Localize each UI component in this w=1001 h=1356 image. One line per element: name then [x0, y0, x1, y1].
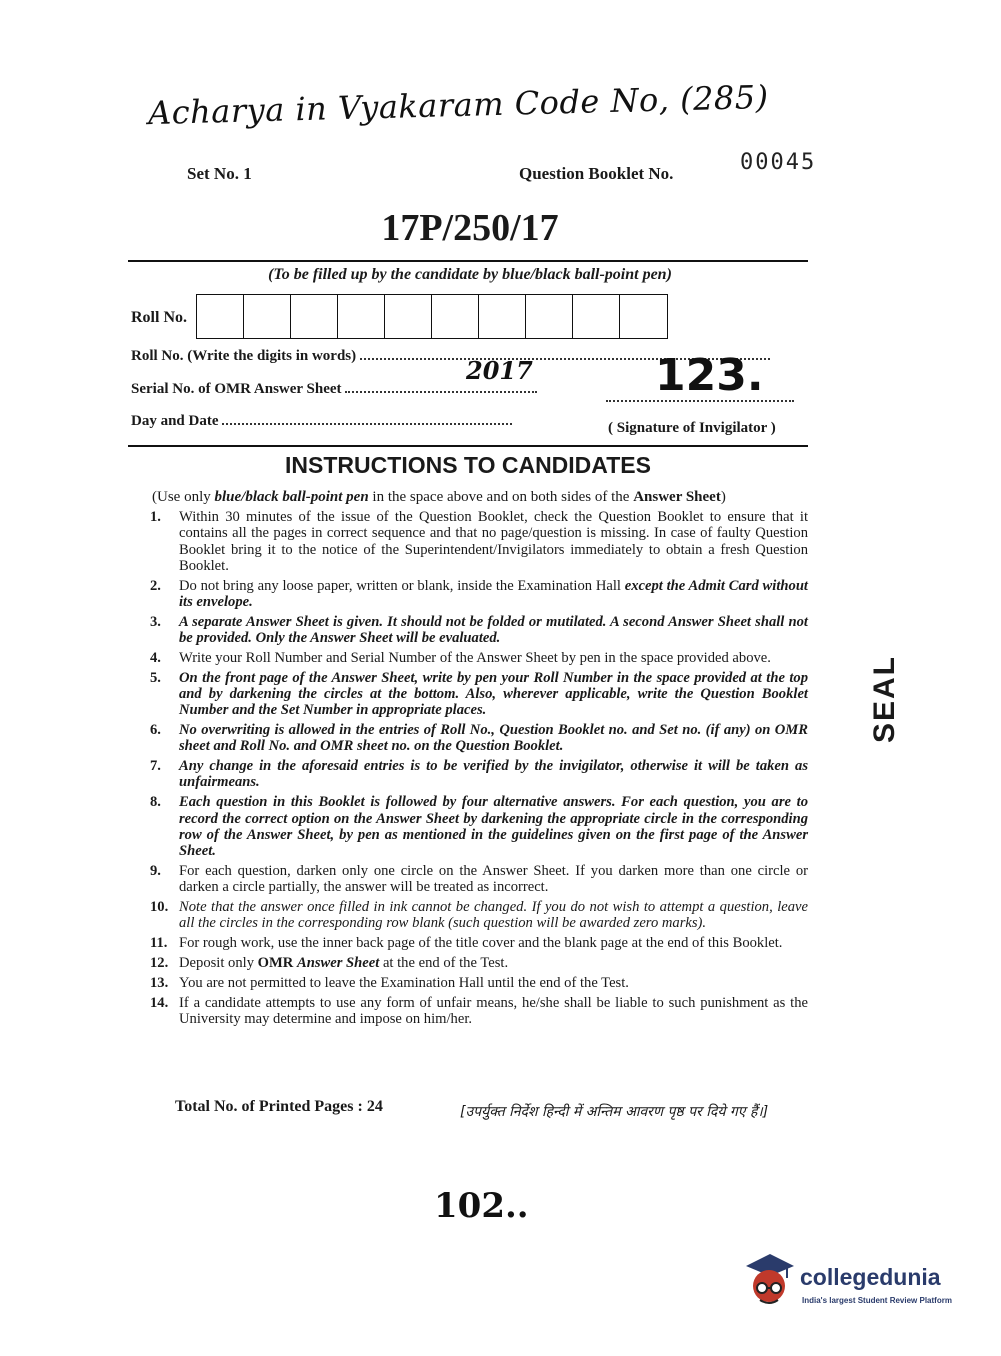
instruction-item: [150, 863, 808, 896]
mascot-icon: [742, 1250, 798, 1312]
instructions-note: [152, 489, 726, 506]
roll-digit-box[interactable]: [197, 295, 244, 338]
instruction-text-part: On the front page of the Answer Sheet, write by pen your Roll Number in the space provided at the top and by darkening the circles at the bottom. Also, wherever applicable, write the Question Booklet Number and the Set Number in appropriate places.: [179, 669, 808, 719]
instruction-text: [179, 899, 808, 932]
instruction-text-part: A separate Answer Sheet is given. It should not be folded or mutilated. A second Answer Sheet shall not be provided. Only the Answer Sheet will be evaluated.: [179, 613, 808, 647]
instruction-text-part: Deposit only: [179, 954, 258, 971]
instruction-text-part: except the Admit Card without its envelope.: [179, 577, 808, 610]
instruction-item: [150, 670, 808, 719]
note-part: in the space above and on both sides of the: [368, 489, 634, 505]
instruction-item: [150, 955, 808, 971]
signature-label: ( Signature of Invigilator ): [608, 420, 776, 436]
instruction-number: 2.: [150, 577, 161, 594]
instruction-item: [150, 995, 808, 1028]
instruction-text: [179, 955, 808, 971]
instruction-text: [179, 758, 808, 791]
instruction-text: [179, 722, 808, 755]
omr-serial-dots[interactable]: [345, 381, 537, 393]
instruction-text-part: Write your Roll Number and Serial Number of the Answer Sheet by pen in the space provided above.: [179, 649, 771, 666]
instruction-number: 11.: [150, 935, 168, 952]
roll-digit-box[interactable]: [338, 295, 385, 338]
roll-number-boxes[interactable]: [196, 294, 668, 339]
instruction-item: [150, 614, 808, 647]
instruction-text: [179, 794, 808, 859]
instruction-text: [179, 614, 808, 647]
handwritten-roll-words: 2017: [466, 356, 533, 385]
roll-digit-box[interactable]: [385, 295, 432, 338]
logo-name: collegedunia: [800, 1264, 941, 1290]
instruction-text-part: Any change in the aforesaid entries is to be verified by the invigilator, otherwise it will be taken as unfairmeans.: [179, 758, 808, 791]
hindi-note: [उपर्युक्त निर्देश हिन्दी में अन्तिम आवरण पृष्ठ पर दिये गए हैं।]: [460, 1104, 769, 1120]
roll-number-label: Roll No.: [131, 309, 187, 326]
instruction-text: [179, 975, 808, 991]
instruction-item: [150, 650, 808, 666]
instruction-text-part: Each question in this Booklet is followed by four alternative answers. For each question, you are to record the correct option on the Answer Sheet by darkening the appropriate circle in the corresponding row of the Answer Sheet, by pen as mentioned in the guidelines given on the first page of the Answer Sheet.: [179, 794, 808, 860]
instruction-text-part: Do not bring any loose paper, written or blank, inside the Examination Hall: [179, 577, 625, 594]
roll-digit-box[interactable]: [573, 295, 620, 338]
roll-digit-box[interactable]: [291, 295, 338, 338]
instruction-number: 10.: [150, 899, 169, 916]
instruction-number: 6.: [150, 722, 161, 739]
instruction-number: 1.: [150, 509, 161, 525]
instruction-text-part: OMR: [257, 954, 297, 971]
instruction-text-part: You are not permitted to leave the Examination Hall until the end of the Test.: [179, 974, 629, 991]
note-part: (Use only: [152, 489, 215, 505]
day-date-dots[interactable]: [222, 413, 512, 425]
instruction-number: 12.: [150, 954, 169, 971]
instruction-number: 4.: [150, 649, 161, 666]
mid-rule: [128, 445, 808, 447]
instruction-number: 9.: [150, 862, 161, 879]
instruction-item: [150, 935, 808, 951]
note-part: ): [720, 489, 726, 505]
instruction-number: 14.: [150, 994, 169, 1011]
handwritten-omr-serial: 123.: [655, 350, 764, 401]
set-number: Set No. 1: [187, 164, 252, 183]
instruction-number: 8.: [150, 794, 161, 811]
instruction-text: [179, 935, 808, 951]
roll-digit-box[interactable]: [620, 295, 667, 338]
instruction-text-part: If a candidate attempts to use any form of unfair means, he/she shall be liable to such punishment as the University may determine and impose on him/her.: [179, 994, 808, 1027]
instruction-item: [150, 578, 808, 611]
instruction-item: [150, 722, 808, 755]
instruction-number: 3.: [150, 613, 161, 630]
instructions-list: [150, 509, 808, 1031]
booklet-number: 00045: [740, 150, 817, 175]
instruction-item: [150, 758, 808, 791]
instruction-item: [150, 899, 808, 932]
instruction-text: [179, 509, 808, 574]
top-rule: [128, 260, 808, 262]
instruction-number: 13.: [150, 974, 169, 991]
roll-digit-box[interactable]: [432, 295, 479, 338]
total-pages: Total No. of Printed Pages : 24: [175, 1098, 383, 1115]
roll-digit-box[interactable]: [244, 295, 291, 338]
note-part: blue/black ball-point pen: [214, 489, 369, 505]
instruction-text: [179, 995, 808, 1028]
omr-serial-field: [131, 381, 537, 398]
instruction-text: [179, 670, 808, 719]
instruction-text-part: Note that the answer once filled in ink cannot be changed. If you do not wish to attempt a question, leave all the circles in the corresponding row blank (such question will be awarded zero marks).: [179, 899, 808, 932]
seal-label: SEAL: [868, 655, 901, 744]
handwritten-page-note: 102..: [434, 1186, 529, 1226]
instruction-text-part: For each question, darken only one circle on the Answer Sheet. If you darken more than one circle or darken a circle partially, the answer will be treated as incorrect.: [179, 862, 808, 896]
collegedunia-logo: [742, 1250, 967, 1312]
signature-dots[interactable]: [606, 400, 794, 402]
instruction-text: [179, 650, 808, 666]
logo-tagline: India's largest Student Review Platform: [802, 1296, 952, 1305]
fill-note: (To be filled up by the candidate by blue/black ball-point pen): [268, 266, 672, 283]
instruction-number: 5.: [150, 669, 161, 686]
instruction-text-part: No overwriting is allowed in the entries of Roll No., Question Booklet no. and Set no. (if any) on OMR sheet and Roll No. and OMR sheet no. on the Question Booklet.: [179, 722, 808, 755]
instruction-item: [150, 794, 808, 859]
instruction-text-part: Answer Sheet: [296, 954, 380, 971]
instruction-text: [179, 863, 808, 896]
instruction-item: [150, 509, 808, 574]
day-date-field: [131, 413, 512, 430]
instruction-number: 7.: [150, 758, 161, 775]
instruction-text-part: For rough work, use the inner back page of the title cover and the blank page at the end of this Booklet.: [179, 935, 783, 952]
instructions-heading: INSTRUCTIONS TO CANDIDATES: [285, 452, 651, 478]
handwritten-title: Acharya in Vyakaram Code No, (285): [147, 77, 770, 133]
day-date-label: Day and Date: [131, 413, 219, 429]
roll-digit-box[interactable]: [526, 295, 573, 338]
note-part: Answer Sheet: [633, 489, 721, 505]
instruction-text: [179, 578, 808, 611]
instruction-item: [150, 975, 808, 991]
paper-code: 17P/250/17: [381, 207, 559, 249]
roll-digit-box[interactable]: [479, 295, 526, 338]
instruction-text-part: Within 30 minutes of the issue of the Question Booklet, check the Question Booklet to ensure that it contains all the pages in correct sequence and that no page/question is missing. In case of faulty Question Booklet bring it to the notice of the Superintendent/Invigilators immediately to obtain a fresh Question Booklet.: [179, 509, 808, 574]
omr-serial-label: Serial No. of OMR Answer Sheet: [131, 381, 342, 397]
instruction-text-part: at the end of the Test.: [379, 954, 509, 971]
booklet-number-label: Question Booklet No.: [519, 164, 674, 183]
roll-words-label: Roll No. (Write the digits in words): [131, 348, 357, 364]
